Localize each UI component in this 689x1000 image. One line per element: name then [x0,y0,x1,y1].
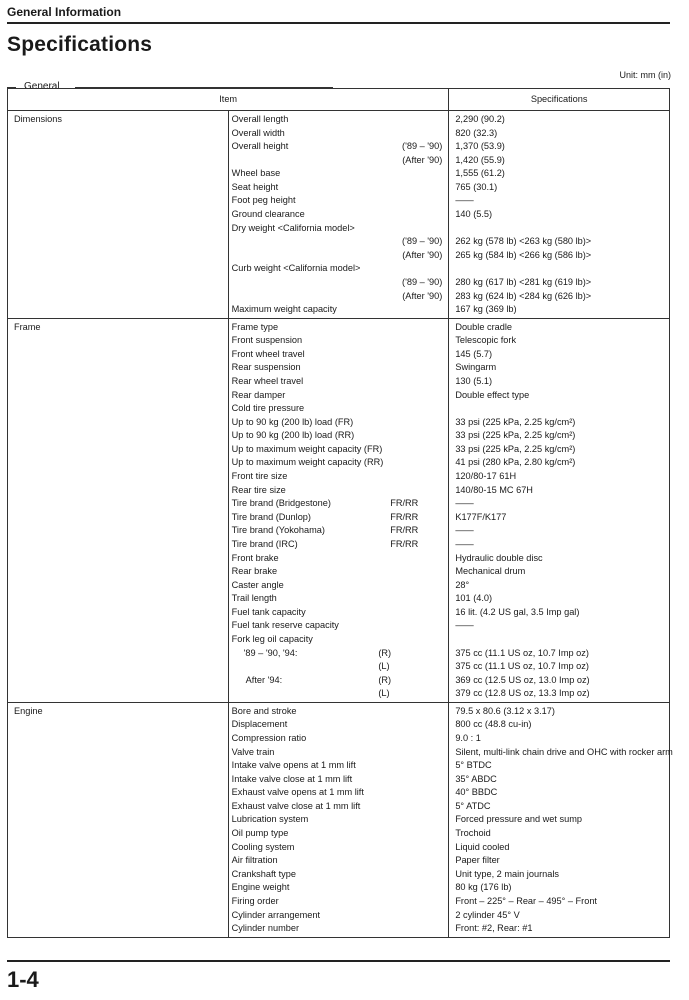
spec-column [449,318,670,702]
spec-column [449,111,670,319]
section-row [8,702,670,937]
item-line [232,114,449,128]
spec-value: 375 cc (11.1 US oz, 10.7 Imp oz) [455,661,589,672]
item-line [232,923,449,937]
item-label: Overall height [231,141,289,152]
item-label: Rear brake [231,566,278,577]
spec-value: Hydraulic double disc [455,552,543,563]
item-line [232,291,449,305]
column-header-item: Item [8,89,449,111]
spec-value: Liquid cooled [455,841,510,852]
item-label: Lubrication system [231,814,309,825]
spec-value [455,403,669,417]
item-line [232,498,449,512]
item-line [232,349,449,363]
item-line [232,855,449,869]
spec-value: 765 (30.1) [455,181,498,192]
spec-value: 33 psi (225 kPa, 2.25 kg/cm²) [455,430,576,441]
item-line [232,128,449,142]
spec-value: Telescopic fork [455,335,517,346]
spec-value: Mechanical drum [455,566,526,577]
item-line [232,828,449,842]
item-line [232,263,449,277]
spec-value: 120/80-17 61H [455,471,517,482]
header-rule [7,22,670,24]
spec-value: 41 psi (280 kPa, 2.80 kg/cm²) [455,457,576,468]
item-line [232,706,449,720]
spec-value: 16 lit. (4.2 US gal, 3.5 Imp gal) [455,606,580,617]
section-header: General Information [7,5,122,19]
item-label: Cylinder arrangement [231,909,321,920]
spec-value: 5° ATDC [455,800,491,811]
item-line [232,322,449,336]
item-side: (L) [378,661,390,672]
item-line [232,760,449,774]
item-position: FR/RR [390,538,419,549]
item-label: After '94: [245,674,283,685]
item-label: Up to 90 kg (200 lb) load (FR) [231,416,354,427]
item-line [232,304,449,318]
spec-value [455,223,669,237]
unit-note: Unit: mm (in) [619,70,671,80]
item-label: Dry weight <California model> [231,222,355,233]
item-line [232,390,449,404]
item-label: Cold tire pressure [231,403,305,414]
spec-value: Trochoid [455,828,491,839]
item-label: Maximum weight capacity [231,304,337,315]
item-line [232,566,449,580]
spec-value: Swingarm [455,362,497,373]
spec-value: 101 (4.0) [455,593,493,604]
item-side: (L) [378,688,390,699]
item-line [232,209,449,223]
item-column [228,702,449,937]
item-label: Ground clearance [231,209,305,220]
item-label: Foot peg height [231,195,296,206]
item-line [232,787,449,801]
spec-column [449,702,673,937]
item-label: Up to maximum weight capacity (FR) [231,443,383,454]
spec-value: 375 cc (11.1 US oz, 10.7 Imp oz) [455,647,589,658]
item-label: Oil pump type [231,828,289,839]
spec-value: Forced pressure and wet sump [455,814,582,825]
spec-value: Silent, multi-link chain drive and OHC with rocker arm [455,746,673,757]
item-line [232,842,449,856]
spec-value: 9.0 : 1 [455,733,481,744]
item-line [232,733,449,747]
item-column [228,318,449,702]
spec-value: 369 cc (12.5 US oz, 13.0 Imp oz) [455,674,590,685]
section-row [8,111,670,319]
item-line [232,471,449,485]
spec-value: 2 cylinder 45° V [455,909,520,920]
item-label: Tire brand (Bridgestone) [231,498,331,509]
item-line [232,580,449,594]
item-line [232,620,449,634]
spec-value [455,634,669,648]
spec-value: K177F/K177 [455,511,507,522]
item-variant: ('89 – '90) [402,236,443,247]
spec-value: 283 kg (624 lb) <284 kg (626 lb)> [455,290,592,301]
item-line [232,661,449,675]
spec-value: —— [455,195,474,206]
item-line [232,430,449,444]
item-label: Up to 90 kg (200 lb) load (RR) [231,430,355,441]
item-line [232,688,449,702]
item-line [232,553,449,567]
spec-value: 145 (5.7) [455,348,493,359]
item-label [232,236,353,250]
spec-value: 800 cc (48.8 cu-in) [455,719,532,730]
item-variant: ('89 – '90) [402,276,443,287]
item-line [232,236,449,250]
item-line [232,801,449,815]
item-label [232,688,379,702]
item-line [232,747,449,761]
spec-value: 280 kg (617 lb) <281 kg (619 lb)> [455,276,592,287]
spec-value: —— [455,538,474,549]
page-number: 1-4 [7,967,39,992]
item-line [232,195,449,209]
item-label: Displacement [231,719,288,730]
group-label: General [24,81,60,92]
item-line [232,774,449,788]
item-label: Tire brand (Dunlop) [231,511,311,522]
item-label: Front brake [231,552,279,563]
item-line [232,882,449,896]
item-line [232,896,449,910]
item-line [232,277,449,291]
spec-value: Double effect type [455,389,530,400]
spec-value: 265 kg (584 lb) <266 kg (586 lb)> [455,249,592,260]
section-name: Dimensions [8,111,229,319]
spec-value: Front – 225° – Rear – 495° – Front [455,895,597,906]
item-label: Front suspension [231,335,303,346]
item-line [232,675,449,689]
item-line [232,141,449,155]
item-label: Bore and stroke [231,705,297,716]
item-label: Wheel base [231,168,281,179]
spec-table [7,88,673,938]
item-label: Cooling system [231,841,295,852]
item-label [232,291,353,305]
spec-value: 33 psi (225 kPa, 2.25 kg/cm²) [455,416,576,427]
spec-value: Unit type, 2 main journals [455,868,559,879]
spec-value: 140 (5.5) [455,209,493,220]
spec-value [455,263,669,277]
item-line [232,250,449,264]
item-label: Seat height [231,181,279,192]
item-label: Cylinder number [231,923,300,934]
item-label: Fuel tank reserve capacity [231,620,339,631]
spec-value: 130 (5.1) [455,375,493,386]
item-column [228,111,449,319]
item-side: (R) [378,674,392,685]
item-line [232,362,449,376]
item-label: Caster angle [231,579,284,590]
spec-value: 79.5 x 80.6 (3.12 x 3.17) [455,705,555,716]
item-label: Intake valve opens at 1 mm lift [231,760,356,771]
item-label: Trail length [231,593,277,604]
item-label [232,155,353,169]
item-label: Overall length [231,114,289,124]
item-label: Fuel tank capacity [231,606,306,617]
item-line [232,155,449,169]
item-label: '89 – '90, '94: [243,647,298,658]
item-label: Rear wheel travel [231,375,304,386]
item-line [232,512,449,526]
item-line [232,719,449,733]
spec-value: 80 kg (176 lb) [455,882,512,893]
page-title: Specifications [7,33,153,56]
item-label: Compression ratio [231,733,307,744]
item-label: Frame type [231,321,279,332]
item-label: Valve train [231,746,275,757]
item-line [232,525,449,539]
item-variant: (After '90) [402,290,443,301]
section-name: Engine [8,702,229,937]
item-line [232,223,449,237]
item-label: Front tire size [231,471,288,482]
item-line [232,814,449,828]
item-label: Fork leg oil capacity [231,633,313,644]
item-line [232,182,449,196]
column-header-spec: Specifications [449,89,670,111]
item-line [232,485,449,499]
item-position: FR/RR [390,498,419,509]
section-row [8,318,670,702]
spec-value: 5° BTDC [455,760,492,771]
item-label: Crankshaft type [231,868,297,879]
table-header-row [8,89,670,111]
spec-value: 40° BBDC [455,787,498,798]
item-line [232,539,449,553]
item-line [232,910,449,924]
footer-rule [7,960,670,962]
item-label: Engine weight [231,882,290,893]
spec-value: 379 cc (12.8 US oz, 13.3 Imp oz) [455,688,590,699]
spec-value: 820 (32.3) [455,127,498,138]
item-variant: (After '90) [402,154,443,165]
item-line [232,593,449,607]
spec-value: —— [455,525,474,536]
spec-value: 33 psi (225 kPa, 2.25 kg/cm²) [455,443,576,454]
item-line [232,376,449,390]
spec-value: —— [455,498,474,509]
item-label [232,277,353,291]
item-label: Overall width [231,127,285,138]
item-label: Rear suspension [231,362,301,373]
item-line [232,607,449,621]
item-variant: (After '90) [402,249,443,260]
spec-value: 167 kg (369 lb) [455,304,517,315]
spec-value: 1,555 (61.2) [455,168,505,179]
item-line [232,168,449,182]
item-position: FR/RR [390,525,419,536]
spec-value: —— [455,620,474,631]
item-line [232,403,449,417]
item-label: Front wheel travel [231,348,305,359]
spec-value: 1,420 (55.9) [455,154,505,165]
item-side: (R) [378,647,392,658]
spec-value: 140/80-15 MC 67H [455,484,533,495]
spec-value: 2,290 (90.2) [455,114,505,124]
item-line [232,634,449,648]
item-line [232,335,449,349]
item-label: Tire brand (IRC) [231,538,298,549]
item-label [232,661,379,675]
item-line [232,444,449,458]
item-label [232,250,353,264]
item-position: FR/RR [390,511,419,522]
item-label: Rear tire size [231,484,286,495]
spec-value: 35° ABDC [455,773,497,784]
item-label: Up to maximum weight capacity (RR) [231,457,384,468]
item-label: Exhaust valve close at 1 mm lift [231,800,361,811]
spec-value: 1,370 (53.9) [455,141,505,152]
spec-value: 28° [455,579,470,590]
item-label: Firing order [231,895,279,906]
item-line [232,457,449,471]
item-line [232,869,449,883]
spec-value: 262 kg (578 lb) <263 kg (580 lb)> [455,236,592,247]
item-label: Curb weight <California model> [231,263,361,274]
item-label: Rear damper [231,389,286,400]
section-name: Frame [8,318,229,702]
spec-value: Front: #2, Rear: #1 [455,923,533,934]
item-label: Exhaust valve opens at 1 mm lift [231,787,364,798]
item-label: Air filtration [231,855,278,866]
spec-value: Paper filter [455,855,500,866]
item-label: Tire brand (Yokohama) [231,525,325,536]
item-label: Intake valve close at 1 mm lift [231,773,353,784]
item-line [232,417,449,431]
spec-value: Double cradle [455,321,513,332]
item-variant: ('89 – '90) [402,141,443,152]
item-line [232,648,449,662]
